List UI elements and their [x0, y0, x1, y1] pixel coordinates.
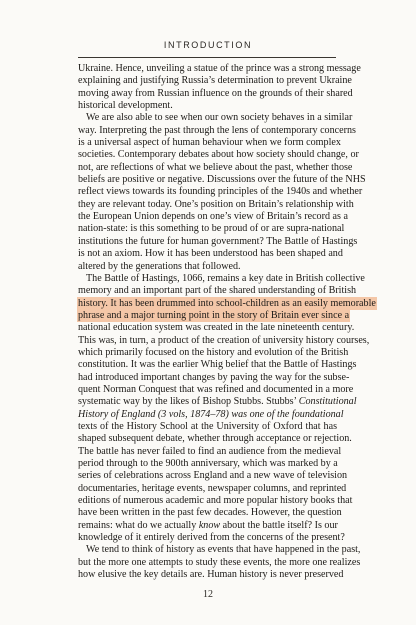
text-line: We are also able to see when our own society behaves in a similar: [86, 112, 353, 124]
text-line: have been written in the past few decades. However, the question: [78, 507, 342, 519]
text-line: shaped subsequent debate, whether through acceptance or rejection.: [78, 433, 352, 445]
text-line: how elusive the key details are. Human history is never preserved: [78, 569, 344, 581]
text-segment: about the battle itself? Is our: [220, 519, 338, 531]
text-line: moving away from Russian influence on the grounds of their shared: [78, 87, 353, 99]
text-line: We tend to think of history as events that have happened in the past,: [86, 544, 361, 556]
text-line: knowledge of it entirely derived from the concerns of the present?: [78, 532, 345, 544]
text-line: The battle has never failed to find an audience from the medieval: [78, 445, 342, 457]
text-line: beliefs are positive or negative. Discussions over the future of the NHS: [78, 174, 366, 186]
text-line: but the more one attempts to study these events, the more one realizes: [78, 556, 361, 568]
text-line: The Battle of Hastings, 1066, remains a key date in British collective: [86, 272, 365, 284]
text-line: the European Union depends on one’s view of Britain’s record as a: [78, 211, 348, 223]
text-line: texts of the History School at the University of Oxford that has: [78, 420, 337, 432]
running-head: INTRODUCTION: [163, 40, 253, 50]
text-segment: systematic way by the likes of Bishop Stubbs. Stubbs’: [78, 396, 299, 408]
header-rule: [78, 57, 336, 58]
highlight-mark: phrase and a major turning point in the story of Britain ever since a: [78, 309, 350, 321]
text-line: they are relevant today. One’s position on Britain’s relationship with: [78, 198, 354, 210]
text-line: is a universal aspect of human behaviour when we form complex: [78, 137, 341, 149]
text-line: quent Norman Conquest that was refined and documented in a more: [78, 383, 354, 395]
text-line: way. Interpreting the past through the lens of contemporary concerns: [78, 124, 356, 136]
text-line: institutions the future for human government? The Battle of Hastings: [78, 235, 358, 247]
text-line: [78, 297, 376, 310]
highlight-mark: history. It has been drummed into school-children as an easily memorable: [78, 297, 376, 309]
text-line: memory and an important part of the shared understanding of British: [78, 285, 357, 297]
text-line: societies. Contemporary debates about how society should change, or: [78, 149, 359, 161]
text-line: [78, 396, 357, 408]
text-line: explaining and justifying Russia’s determination to prevent Ukraine: [78, 75, 352, 87]
text-line: historical development.: [78, 100, 173, 112]
text-line: reflect views towards its founding principles of the 1940s and whether: [78, 186, 363, 198]
text-line: editions of numerous academic and more popular history books that: [78, 495, 353, 507]
text-line: series of celebrations across England and a new wave of television: [78, 470, 348, 482]
text-line: constitution. It was the earlier Whig belief that the Battle of Hastings: [78, 359, 357, 371]
page-number: 12: [203, 589, 213, 600]
italic-title: Constitutional: [298, 396, 357, 408]
text-line: [78, 408, 344, 421]
text-segment: History of England (3 vols, 1874–78) was one of the foundational: [78, 408, 344, 420]
text-line: period through to the 900th anniversary, which was marked by a: [78, 458, 338, 469]
text-line: [78, 309, 350, 322]
text-line: which primarily focused on the history and evolution of the British: [78, 346, 349, 358]
text-line: altered by the generations that followed.: [78, 260, 241, 272]
text-line: documentaries, heritage events, newspaper columns, and reprinted: [78, 482, 347, 494]
text-line: is not an axiom. How it has been understood has been shaped and: [78, 248, 343, 260]
text-line: This was, in turn, a product of the creation of university history courses,: [78, 334, 370, 346]
text-segment: remains: what do we actually: [78, 519, 199, 531]
text-line: [78, 520, 337, 532]
body-text: [78, 63, 376, 581]
text-line: national education system was created in the late nineteenth century.: [78, 322, 355, 334]
text-line: nation-state: is this something to be proud of or are supra-national: [78, 223, 345, 235]
italic-emphasis: know: [198, 519, 221, 531]
text-line: not, are reflections of what we believe about the past, whether those: [78, 161, 353, 173]
text-line: Ukraine. Hence, unveiling a statue of the prince was a strong message: [78, 63, 361, 74]
text-line: had introduced important changes by paving the way for the subse-: [78, 371, 350, 383]
